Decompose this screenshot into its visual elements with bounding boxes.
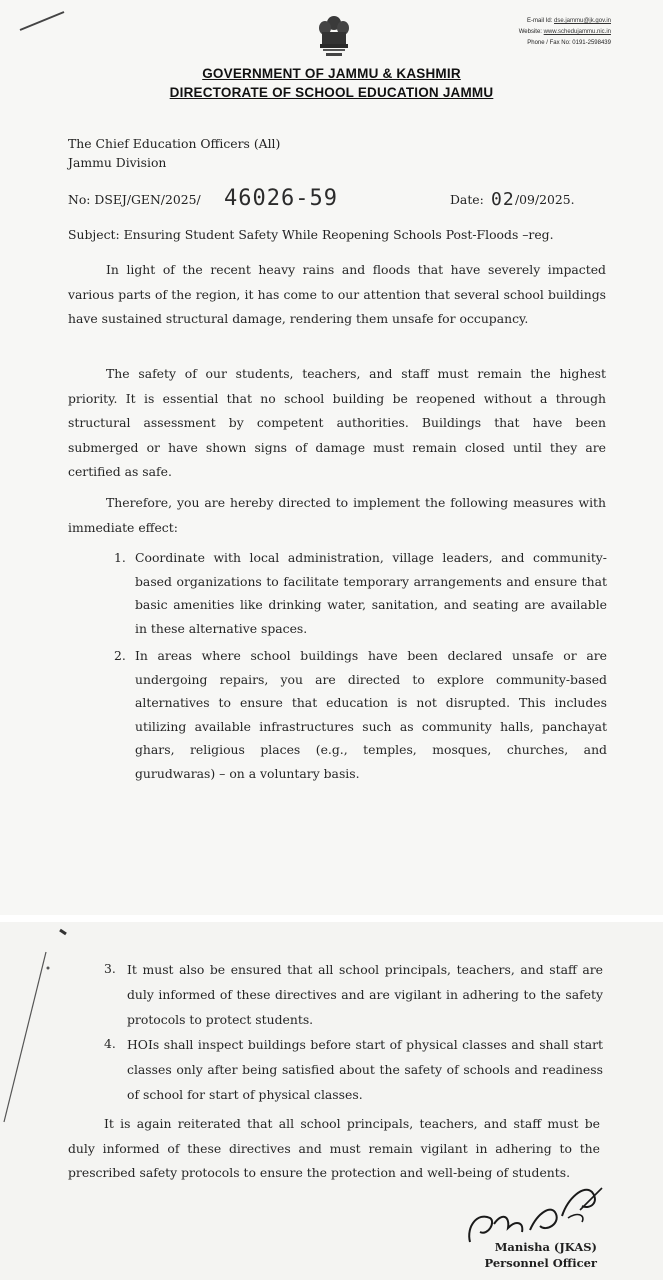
page-gap <box>0 915 663 922</box>
contact-block <box>421 16 611 49</box>
paragraph-1-text: In light of the recent heavy rains and floods that have severely impacted various parts of the region, it has come to our attention that several school buildings have sustained structural damage, rendering them unsafe for occupancy. <box>68 262 606 326</box>
paragraph-3 <box>68 491 606 540</box>
closing-paragraph-text: It is again reiterated that all school principals, teachers, and staff must be duly informed of these directives and must remain vigilant in adhering to the prescribed safety protocols to ensure the protection and well-being of students. <box>68 1116 600 1180</box>
signatory-title: Personnel Officer <box>484 1256 597 1270</box>
pen-mark-icon <box>18 8 68 34</box>
website-value: www.schedujammu.nic.in <box>543 29 611 35</box>
national-emblem-icon <box>314 14 354 60</box>
paragraph-1 <box>68 258 606 332</box>
measure-1-text: Coordinate with local administration, village leaders, and community-based organizations to facilitate temporary arrangements and ensure that basic amenities like drinking water, sanitation, and seating are available in these alternative spaces. <box>135 550 607 636</box>
email-label: E-mail Id: <box>526 18 553 24</box>
directorate-title: DIRECTORATE OF SCHOOL EDUCATION JAMMU <box>169 85 494 100</box>
margin-pen-stroke-icon <box>0 922 70 1132</box>
date-rest: /09/2025. <box>515 192 575 207</box>
measure-2-number: 2. <box>114 648 126 663</box>
signatory-name: Manisha (JKAS) <box>494 1240 597 1254</box>
paragraph-2 <box>68 362 606 485</box>
measure-3-number: 3. <box>104 961 116 976</box>
measure-2-text: In areas where school buildings have been declared unsafe or are undergoing repairs, you are directed to explore community-based alternatives to ensure that education is not disrupted. This includes utilizing available infrastructures such as community halls, panchayat ghars, religious places (e.g., temples, mosques, churches, and gurudwaras) – on a voluntary basis. <box>135 648 607 781</box>
measure-4-number: 4. <box>104 1036 116 1051</box>
closing-paragraph <box>68 1112 600 1186</box>
government-title: GOVERNMENT OF JAMMU & KASHMIR <box>202 66 461 81</box>
reference-number-label: No: DSEJ/GEN/2025/ <box>68 192 201 207</box>
website-label: Website: <box>518 29 542 35</box>
measure-3-text: It must also be ensured that all school principals, teachers, and staff are duly informed of these directives and are vigilant in adhering to the safety protocols to protect students. <box>127 962 603 1027</box>
phone-label: Phone / Fax No: <box>527 40 571 46</box>
email-value: dse.jammu@jk.gov.in <box>554 18 611 24</box>
addressee-line-1: The Chief Education Officers (All) <box>68 136 281 151</box>
date-handwritten: 02 <box>491 189 515 210</box>
addressee-line-2: Jammu Division <box>68 155 167 170</box>
measure-4-text: HOIs shall inspect buildings before start of physical classes and shall start classes only after being satisfied about the safety of schools and readiness of school for start of physical classes. <box>127 1037 603 1102</box>
measure-1-number: 1. <box>114 550 126 565</box>
paragraph-2-text: The safety of our students, teachers, and staff must remain the highest priority. It is essential that no school building be reopened without a through structural assessment by competent authorities. Buildings that have been submerged or have shown signs of damage must remain closed until they are certified as safe. <box>68 366 606 479</box>
reference-number-handwritten: 46026-59 <box>224 186 338 211</box>
phone-value: 0191-2598439 <box>572 40 611 46</box>
handwritten-signature-icon <box>450 1176 620 1250</box>
date-label: Date: <box>450 192 484 207</box>
paragraph-3-text: Therefore, you are hereby directed to implement the following measures with immediate effect: <box>68 495 606 535</box>
subject-line: Subject: Ensuring Student Safety While Reopening Schools Post-Floods –reg. <box>68 227 554 242</box>
